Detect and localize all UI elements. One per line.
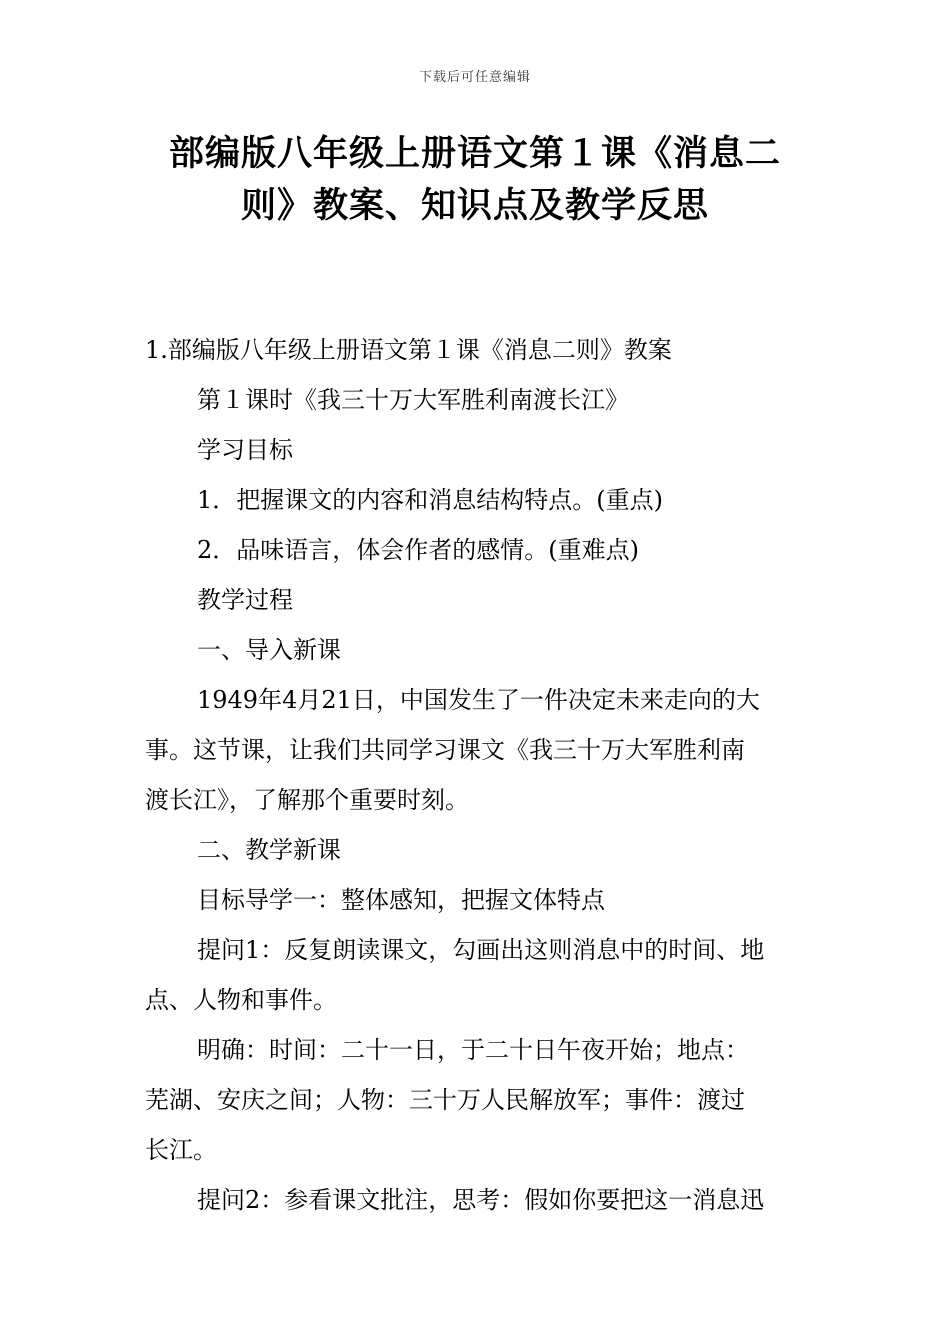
document-title: [120, 128, 830, 232]
objective-item: 2．品味语言，体会作者的感情。(重难点): [197, 536, 639, 564]
title-line-2: 则》教案、知识点及教学反思: [240, 186, 709, 226]
paragraph-line: 1949年4月21日，中国发生了一件决定未来走向的大: [197, 686, 760, 714]
paragraph-line: 事。这节课，让我们共同学习课文《我三十万大军胜利南: [145, 736, 745, 764]
paragraph-line: 提问2：参看课文批注，思考：假如你要把这一消息迅: [197, 1186, 765, 1214]
paragraph-line: 提问1：反复朗读课文，勾画出这则消息中的时间、地: [197, 936, 765, 964]
paragraph-line: 长江。: [145, 1136, 217, 1164]
step-heading: 二、教学新课: [197, 836, 341, 864]
title-line-1: 部编版八年级上册语文第１课《消息二: [168, 134, 781, 174]
objectives-heading: 学习目标: [197, 436, 293, 464]
paragraph-line: 明确：时间：二十一日，于二十日午夜开始；地点：: [197, 1036, 749, 1064]
paragraph-line: 芜湖、安庆之间；人物：三十万人民解放军；事件：渡过: [145, 1086, 745, 1114]
section-heading: 1.部编版八年级上册语文第１课《消息二则》教案: [145, 336, 672, 364]
header-note: 下载后可任意编辑: [418, 70, 531, 85]
process-heading: 教学过程: [197, 586, 293, 614]
document-body: [145, 325, 810, 1225]
goal-heading: 目标导学一：整体感知，把握文体特点: [197, 886, 605, 914]
objective-item: 1．把握课文的内容和消息结构特点。(重点): [197, 486, 663, 514]
lesson-title: 第１课时《我三十万大军胜利南渡长江》: [197, 386, 629, 414]
paragraph-line: 渡长江》，了解那个重要时刻。: [145, 786, 469, 814]
step-heading: 一、导入新课: [197, 636, 341, 664]
paragraph-line: 点、人物和事件。: [145, 986, 337, 1014]
